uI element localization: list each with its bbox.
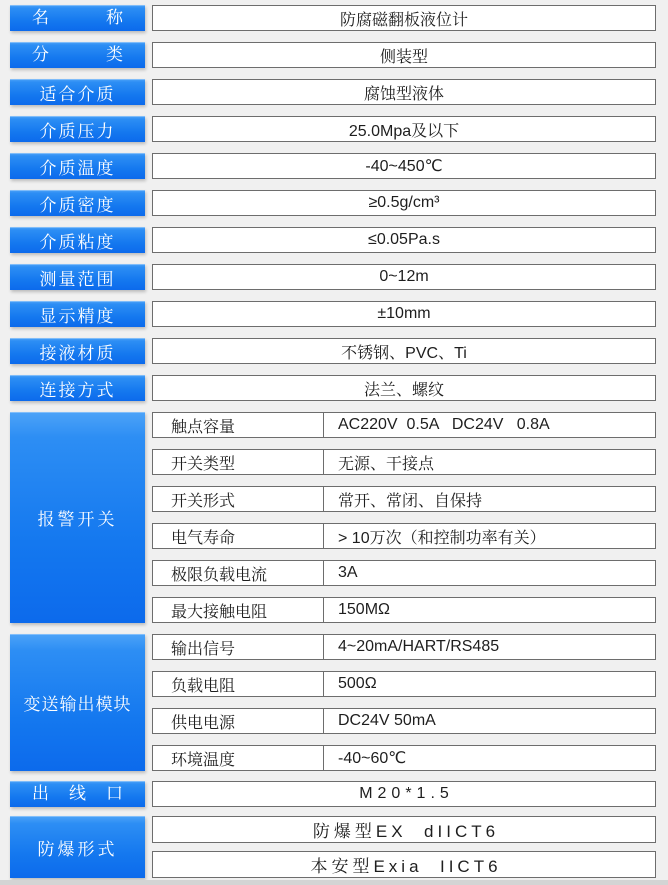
- subrow-limit-load-current: [152, 560, 656, 586]
- explosion-proof-type-ex: 防爆型EX dIICT6: [152, 816, 656, 843]
- spec-row-category: [10, 42, 656, 68]
- spec-row-wetted-material: [10, 338, 656, 364]
- bottom-strip: [0, 880, 668, 885]
- row-value-cable-outlet: M20*1.5: [152, 781, 656, 807]
- subrow-max-contact-resistance: [152, 597, 656, 623]
- subrow-load-resistance: [152, 671, 656, 697]
- spec-row-medium-temperature: [10, 153, 656, 179]
- row-label-medium-viscosity: 介质粘度: [10, 227, 145, 253]
- subrow-value: 4~20mA/HART/RS485: [338, 638, 500, 655]
- spec-row-medium-density: [10, 190, 656, 216]
- subrow-name: 供电电源: [153, 709, 324, 733]
- row-value-medium-temperature: -40~450℃: [152, 153, 656, 179]
- subrow-switch-type: [152, 449, 656, 475]
- explosion-proof-rows: [152, 816, 656, 878]
- row-label-medium-pressure: 介质压力: [10, 116, 145, 142]
- row-label-medium-temperature: 介质温度: [10, 153, 145, 179]
- transmitter-output-group-label: 变送输出模块: [10, 634, 145, 771]
- subrow-value: 无源、干接点: [338, 455, 435, 473]
- transmitter-output-group: [10, 634, 656, 771]
- row-label-category: 分 类: [10, 42, 145, 68]
- subrow-name: 最大接触电阻: [153, 598, 324, 622]
- row-value-medium-density: ≥0.5g/cm³: [152, 190, 656, 216]
- row-value-name: 防腐磁翻板液位计: [152, 5, 656, 31]
- subrow-name: 输出信号: [153, 635, 324, 659]
- spec-row-name: [10, 5, 656, 31]
- subrow-value: 3A: [338, 564, 358, 581]
- row-value-medium-viscosity: ≤0.05Pa.s: [152, 227, 656, 253]
- subrow-output-signal: [152, 634, 656, 660]
- explosion-proof-group: [10, 816, 656, 878]
- subrow-value: 500Ω: [338, 675, 377, 692]
- row-label-medium-density: 介质密度: [10, 190, 145, 216]
- subrow-name: 电气寿命: [153, 524, 324, 548]
- spec-row-cable-outlet: [10, 781, 656, 807]
- spec-row-connection-type: [10, 375, 656, 401]
- row-value-connection-type: 法兰、螺纹: [152, 375, 656, 401]
- row-label-suitable-medium: 适合介质: [10, 79, 145, 105]
- subrow-ambient-temperature: [152, 745, 656, 771]
- subrow-switch-form: [152, 486, 656, 512]
- row-value-category: 侧装型: [152, 42, 656, 68]
- subrow-value: -40~60℃: [338, 750, 407, 767]
- spec-sheet: [10, 5, 656, 878]
- spec-row-suitable-medium: [10, 79, 656, 105]
- row-label-name: 名 称: [10, 5, 145, 31]
- subrow-name: 开关形式: [153, 487, 324, 511]
- row-value-suitable-medium: 腐蚀型液体: [152, 79, 656, 105]
- subrow-name: 极限负载电流: [153, 561, 324, 585]
- explosion-proof-group-label: 防爆形式: [10, 816, 145, 878]
- alarm-switch-group: [10, 412, 656, 623]
- subrow-name: 环境温度: [153, 746, 324, 770]
- spec-row-display-accuracy: [10, 301, 656, 327]
- subrow-power-supply: [152, 708, 656, 734]
- subrow-value: 常开、常闭、自保持: [338, 492, 483, 510]
- row-label-measuring-range: 测量范围: [10, 264, 145, 290]
- spec-row-medium-viscosity: [10, 227, 656, 253]
- subrow-contact-capacity: [152, 412, 656, 438]
- row-label-cable-outlet: 出 线 口: [10, 781, 145, 807]
- row-label-connection-type: 连接方式: [10, 375, 145, 401]
- row-value-wetted-material: 不锈钢、PVC、Ti: [152, 338, 656, 364]
- row-value-display-accuracy: ±10mm: [152, 301, 656, 327]
- row-value-measuring-range: 0~12m: [152, 264, 656, 290]
- subrow-value: AC220V 0.5A DC24V 0.8A: [338, 416, 550, 433]
- subrow-value: 150MΩ: [338, 601, 390, 618]
- transmitter-output-rows: [152, 634, 656, 771]
- subrow-name: 开关类型: [153, 450, 324, 474]
- subrow-name: 负载电阻: [153, 672, 324, 696]
- spec-row-medium-pressure: [10, 116, 656, 142]
- subrow-electrical-life: [152, 523, 656, 549]
- subrow-name: 触点容量: [153, 413, 324, 437]
- alarm-switch-group-label: 报警开关: [10, 412, 145, 623]
- row-label-display-accuracy: 显示精度: [10, 301, 145, 327]
- explosion-proof-type-exia: 本安型Exia IICT6: [152, 851, 656, 878]
- spec-row-measuring-range: [10, 264, 656, 290]
- subrow-value: DC24V 50mA: [338, 712, 436, 729]
- row-value-medium-pressure: 25.0Mpa及以下: [152, 116, 656, 142]
- alarm-switch-rows: [152, 412, 656, 623]
- simple-rows: [10, 5, 656, 401]
- row-label-wetted-material: 接液材质: [10, 338, 145, 364]
- subrow-value: > 10万次（和控制功率有关）: [338, 529, 546, 547]
